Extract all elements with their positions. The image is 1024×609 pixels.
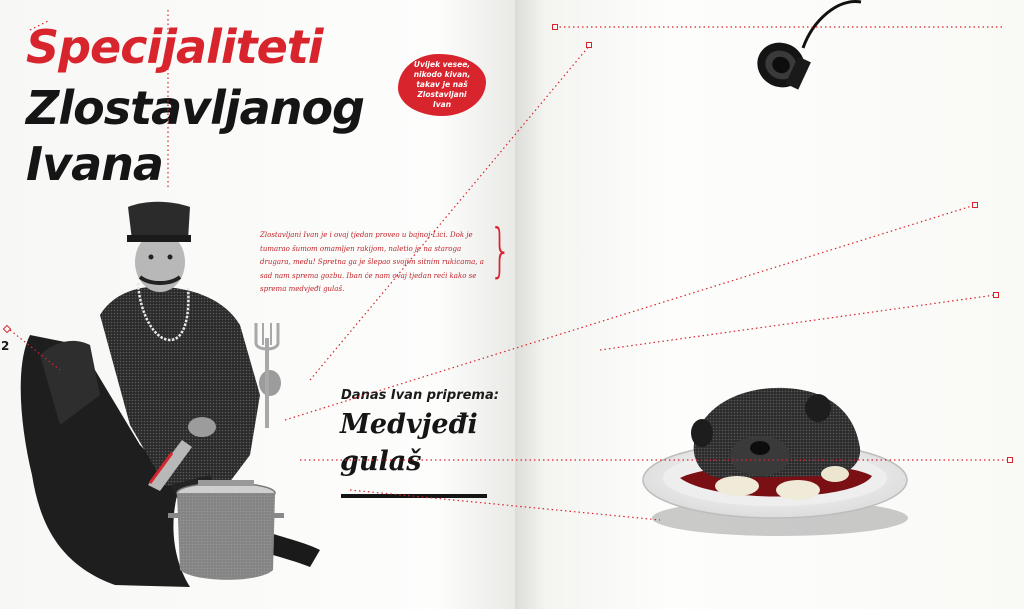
intro-text: Zlostavljani Ivan je i ovaj tjedan proveo u bajnoj Lici. Dok je tumarao šumom omamljen rakijom, naletio je na staroga drugara, medu! Spretna ga je šlepao svojim sitnim rukicama, a sad nam sprema gozbu. Iban će nam ovaj tjedan reći kako se sprema medvjeđi gulaš. (260, 231, 484, 293)
marker-square (552, 24, 558, 30)
page-number: 2 (1, 339, 10, 353)
quote-bubble-text: Uvijek vesee, nikodo kivan, takav je naš Zlostavljani Ivan (413, 60, 471, 109)
marker-square (993, 292, 999, 298)
marker-square (1007, 457, 1013, 463)
marker-square (972, 202, 978, 208)
marker-square (586, 42, 592, 48)
today-label: Danas Ivan priprema: (341, 388, 499, 403)
dish-name-line-2: gulaš (340, 446, 422, 477)
dish-name-line-1: Medvjeđi (340, 409, 478, 440)
title-line-1: Specijaliteti (26, 20, 323, 74)
title-line-3: Ivana (26, 137, 163, 191)
title-line-2: Zlostavljanog (26, 81, 364, 135)
brace-icon: } (489, 216, 512, 284)
